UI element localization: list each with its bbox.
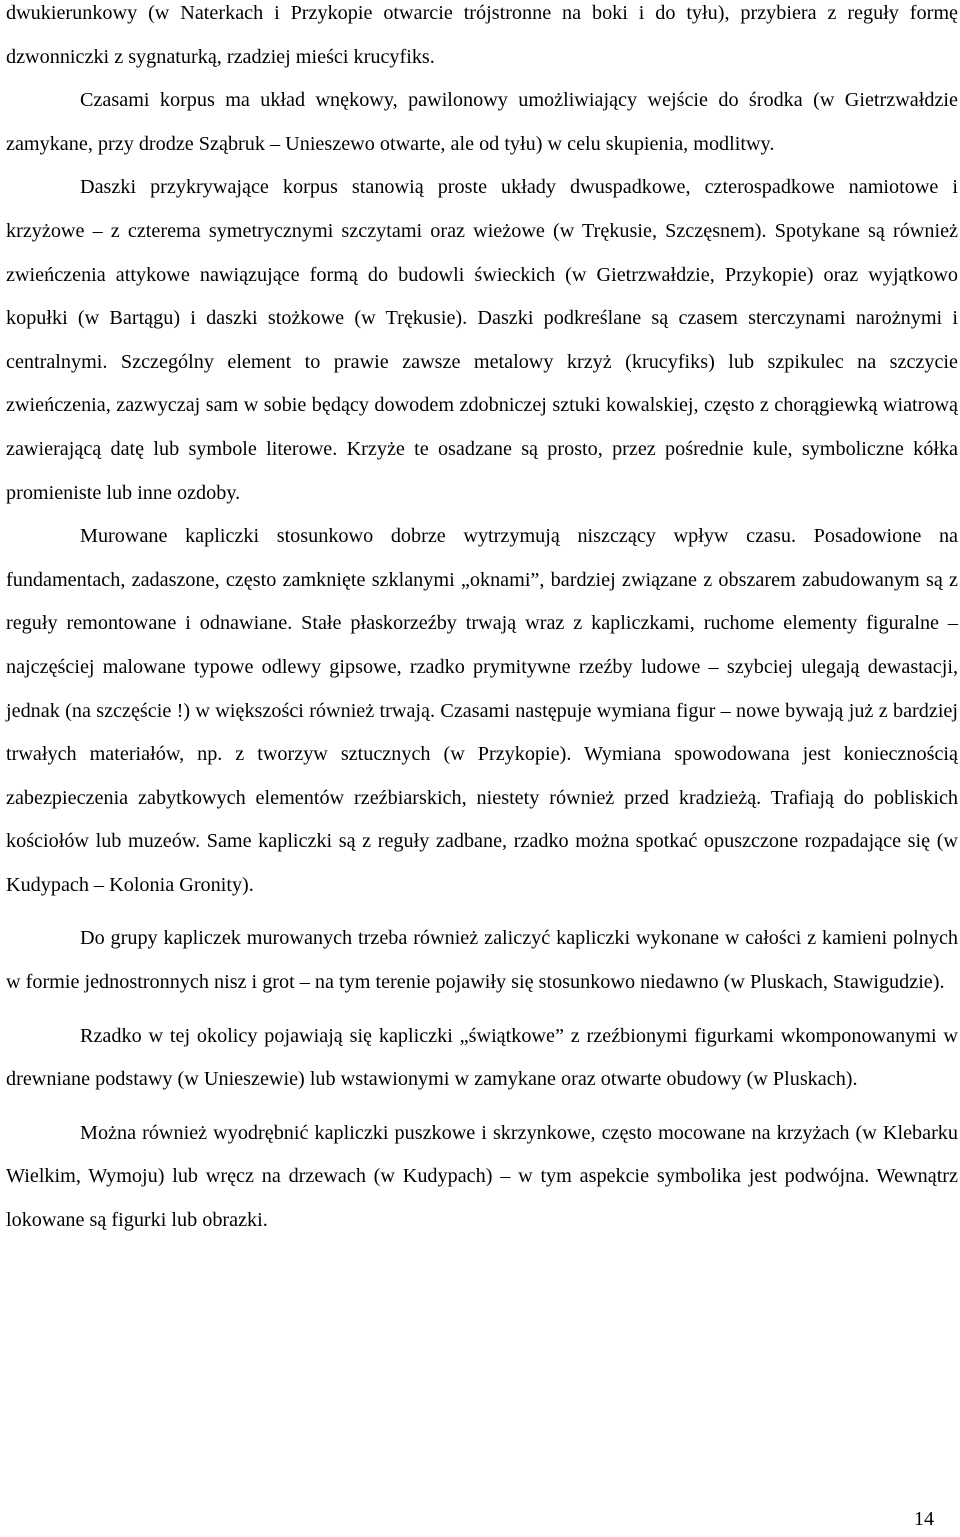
paragraph-puszkowe: Można również wyodrębnić kapliczki puszkowe i skrzynkowe, często mocowane na krzyżach (w Klebarku Wielkim, Wymoju) lub wręcz na drzewach (w Kudypach) – w tym aspekcie symbolika jest podwójna. Wewnątrz lokowane są figurki lub obrazki. bbox=[6, 1121, 958, 1232]
paragraph-swiatkowe: Rzadko w tej okolicy pojawiają się kapliczki „świątkowe” z rzeźbionymi figurkami wkomponowanymi w drewniane podstawy (w Unieszewie) lub wstawionymi w zamykane oraz otwarte obudowy (w Pluskach). bbox=[6, 1024, 958, 1091]
paragraph-murowane: Murowane kapliczki stosunkowo dobrze wytrzymują niszczący wpływ czasu. Posadowione na fundamentach, zadaszone, często zamknięte szklanymi „oknami”, bardziej związane z obszarem zabudowanym są z reguły remontowane i odnawiane. Stałe płaskorzeźby trwają wraz z kapliczkami, ruchome elementy figuralne – najczęściej malowane typowe odlewy gipsowe, rzadko prymitywne rzeźby ludowe – szybciej ulegają dewastacji, jednak (na szczęście !) w większości również trwają. Czasami następuje wymiana figur – nowe bywają już z bardziej trwałych materiałów, np. z tworzyw sztucznych (w Przykopie). Wymiana spowodowana jest koniecznością zabezpieczenia zabytkowych elementów rzeźbiarskich, niestety również przed kradzieżą. Trafiają do pobliskich kościołów lub muzeów. Same kapliczki są z reguły zadbane, rzadko można spotkać opuszczone rozpadające się (w Kudypach – Kolonia Gronity). bbox=[6, 525, 958, 896]
document-page bbox=[6, 0, 958, 1243]
paragraph-kamienne: Do grupy kapliczek murowanych trzeba również zaliczyć kapliczki wykonane w całości z kamieni polnych w formie jednostronnych nisz i grot – na tym terenie pojawiły się stosunkowo niedawno (w Pluskach, Stawigudzie). bbox=[6, 927, 958, 994]
page-number: 14 bbox=[914, 1508, 934, 1530]
paragraph-continuation: dwukierunkowy (w Naterkach i Przykopie otwarcie trójstronne na boki i do tyłu), przybiera z reguły formę dzwonniczki z sygnaturką, rzadziej mieści krucyfiks. bbox=[6, 2, 958, 68]
paragraph-korpus: Czasami korpus ma układ wnękowy, pawilonowy umożliwiający wejście do środka (w Gietrzwałdzie zamykane, przy drodze Sząbruk – Unieszewo otwarte, ale od tyłu) w celu skupienia, modlitwy. bbox=[6, 89, 958, 155]
paragraph-daszki: Daszki przykrywające korpus stanowią proste układy dwuspadkowe, czterospadkowe namiotowe i krzyżowe – z czterema symetrycznymi szczytami oraz wieżowe (w Trękusie, Szczęsnem). Spotykane są również zwieńczenia attykowe nawiązujące formą do budowli świeckich (w Gietrzwałdzie, Przykopie) oraz wyjątkowo kopułki (w Bartągu) i daszki stożkowe (w Trękusie). Daszki podkreślane są czasem sterczynami narożnymi i centralnymi. Szczególny element to prawie zawsze metalowy krzyż (krucyfiks) lub szpikulec na szczycie zwieńczenia, zazwyczaj sam w sobie będący dowodem zdobniczej sztuki kowalskiej, często z chorągiewką wiatrową zawierającą datę lub symbole literowe. Krzyże te osadzane są prosto, przez pośrednie kule, symboliczne kółka promieniste lub inne ozdoby. bbox=[6, 176, 958, 504]
